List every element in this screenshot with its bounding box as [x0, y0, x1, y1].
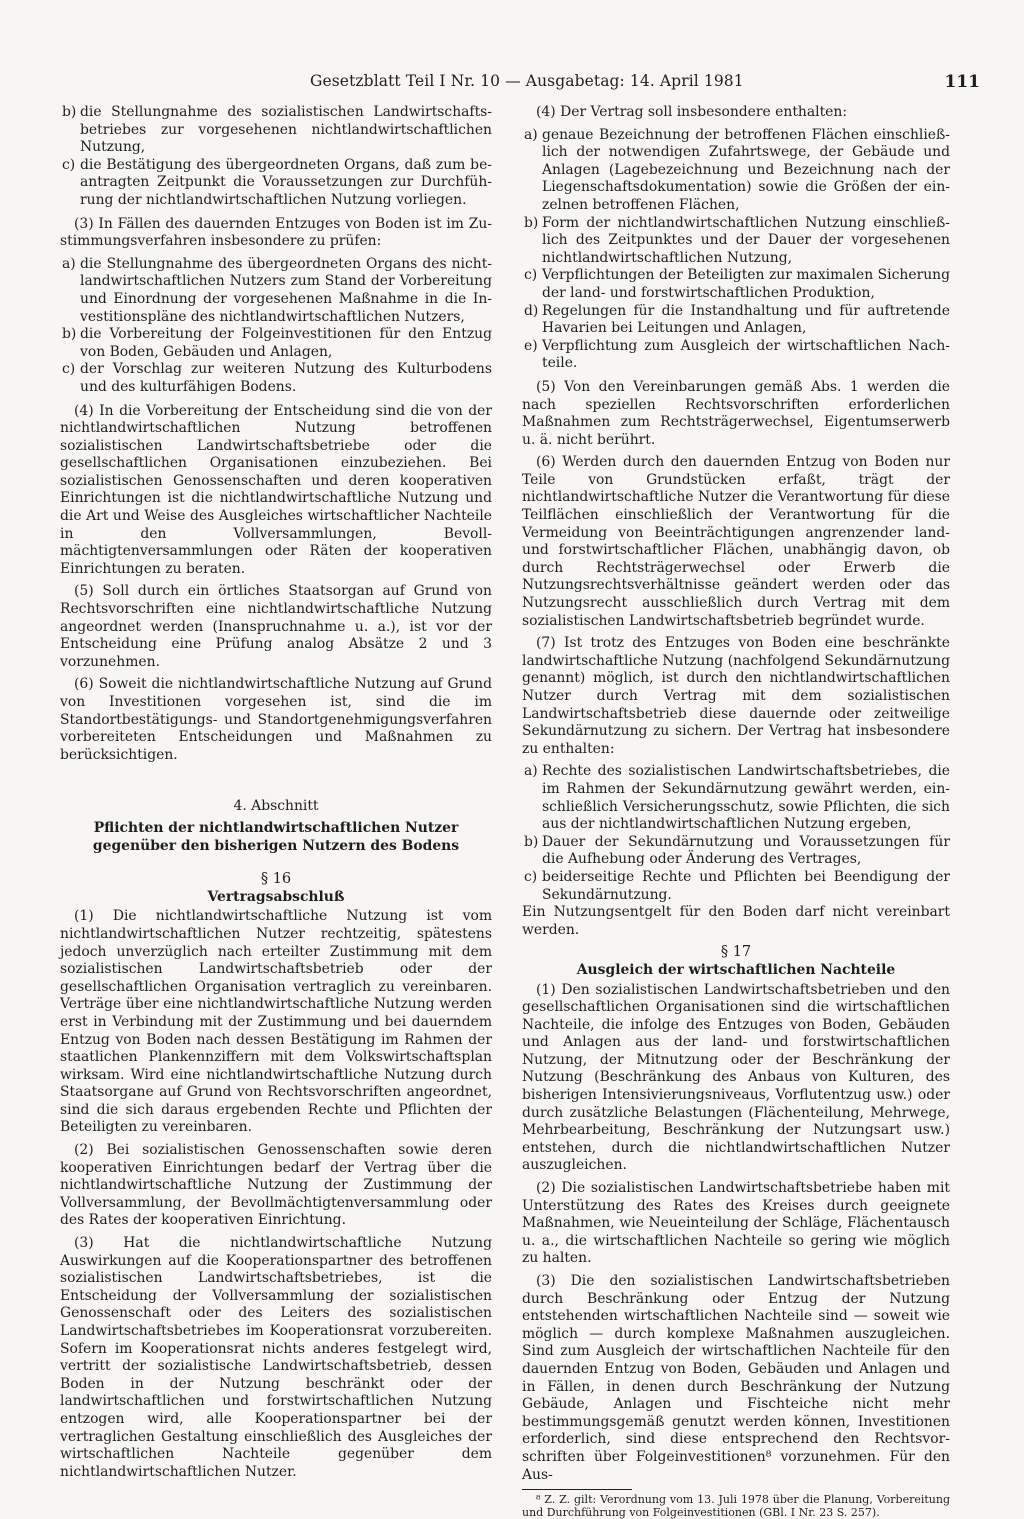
list-marker: b) [62, 326, 77, 343]
paragraph-7-intro: (7) Ist trotz des Entzuges von Boden eine beschränkte landwirtschaftliche Nutzung (nachfolgend Sekundärnutzung genannt) möglich, ist durch den nichtlandwirtschaftlichen Nutzer durch Vertrag mit dem sozialistischen Landwirtschaftsbetrieb diese dauernde oder zeitweilige Sekundärnutzung zu sichern. Der Vertrag hat insbesondere zu enthalten: [522, 635, 950, 757]
paragraph-6: (6) Werden durch den dauernden Entzug von Boden nur Teile von Grundstücken erfaßt, trägt der nichtlandwirtschaftliche Nutzer die Verantwortung für diese Teilflächen einschließlich der Verantwortung für die Vermeidung von Beeinträchtigungen angrenzender land- und forstwirtschaftlicher Flächen, unabhängig davon, ob durch Rechtsträgerwechsel oder Erwerb die Nutzungsrechtsverhältnisse geändert werden oder das Nutzungsrecht ausschließlich durch Vertrag mit dem sozialistischen Landwirtschaftsbetrieb begründet wurde. [522, 454, 950, 629]
paragraph-5: (5) Von den Vereinbarungen gemäß Abs. 1 werden die nach speziellen Rechtsvorschriften erforderlichen Maßnahmen zum Rechtsträgerwechsel, Eigentumserwerb u. ä. nicht berührt. [522, 378, 950, 448]
running-title: Gesetzblatt Teil I Nr. 10 — Ausgabetag: 14. April 1981 [310, 72, 744, 90]
running-header [62, 72, 980, 96]
paragraph-number-17: § 17 [720, 944, 752, 961]
list-item [522, 215, 950, 268]
list-marker: c) [524, 267, 538, 284]
list-item [60, 256, 492, 326]
list-item-text: die Vorbereitung der Folgeinvestitionen für den Entzug von Boden, Gebäuden und Anlagen, [80, 326, 492, 360]
paragraph-number-16: § 16 [260, 871, 292, 888]
list-marker: c) [524, 868, 538, 885]
list-marker: c) [62, 361, 76, 378]
paragraph-title-16: Vertragsabschluß [207, 888, 345, 905]
list-item [60, 326, 492, 361]
paragraph-4: (4) In die Vorbereitung der Entscheidung sind die von der nichtlandwirtschaftlichen Nutzung betroffenen sozialistischen Landwirtschaftsbetriebe oder die gesellschaftlichen Organisationen einzubeziehen. Bei sozialistischen Genossenschaften und deren kooperativen Einrichtungen ist die nichtlandwirtschaftliche Nutzung und die Art und Weise des Ausgleiches wirtschaftlicher Nachteile in den Vollversammlungen, Bevollmächtigtenversammlungen oder Räten der kooperativen Einrichtungen zu beraten. [60, 402, 492, 577]
section-heading: 4. Abschnitt [233, 798, 319, 815]
list-marker: a) [62, 255, 76, 272]
paragraph-7-end: Ein Nutzungsentgelt für den Boden darf nicht vereinbart werden. [522, 904, 950, 938]
section-17-paragraph-1: (1) Den sozialistischen Landwirtschaftsbetrieben und den gesellschaftlichen Organisationen sind die wirtschaftlichen Nachteile, die infolge des Entzuges von Boden, Gebäuden und Anlagen aus der land- und forstwirtschaftlichen Nutzung, der Mitnutzung oder der Beschränkung der Nutzung (Beschränkung des Anbaus von Kulturen, des bisherigen Intensivierungsniveaus, Vorflutentzug usw.) oder durch zusätzliche Belastungen (Flächenteilung, Mehrwege, Mehrbearbeitung, Beschränkung der Nutzungsart usw.) entstehen, durch die nichtlandwirtschaftlichen Nutzer auszugleichen. [522, 981, 950, 1174]
list-marker: c) [62, 156, 76, 173]
left-column [60, 104, 492, 1480]
list-marker: e) [524, 337, 538, 354]
list-marker: b) [524, 833, 539, 850]
list-item-text: beiderseitige Rechte und Pflichten bei Beendigung der Sekundärnutzung. [542, 868, 950, 903]
list-item [522, 127, 950, 215]
paragraph-5: (5) Soll durch ein örtliches Staatsorgan auf Grund von Rechtsvorschriften eine nichtlandwirtschaftliche Nutzung angeordnet werden (Inanspruchnahme u. a.), ist vor der Entscheidung eine Prüfung analog Absätze 2 und 3 vorzunehmen. [60, 583, 492, 670]
list-item-text: Dauer der Sekundärnutzung und Voraussetzungen für die Aufhebung oder Änderung des Vertrages, [542, 833, 950, 868]
list-item [522, 869, 950, 904]
list-marker: a) [524, 763, 538, 780]
list-item [60, 157, 492, 210]
section-16-paragraph-3: (3) Hat die nichtlandwirtschaftliche Nutzung Auswirkungen auf die Kooperationspartner des betroffenen sozialistischen Landwirtschaftsbetriebes, ist die Entscheidung der Vollversammlung der sozialistischen Genossenschaft oder des Leiters des sozialistischen Landwirtschaftsbetriebes im Kooperationsrat vorzubereiten. Sofern im Kooperationsrat nichts anderes festgelegt wird, vertritt der sozialistische Landwirtschaftsbetrieb, dessen Boden in der Nutzung beschränkt oder der landwirtschaftlichen und forstwirtschaftlichen Nutzung entzogen wird, alle Kooperationspartner bei der vertraglichen Gestaltung einschließlich des Ausgleiches der wirtschaftlichen Nachteile gegenüber dem nichtlandwirtschaftlichen Nutzer. [60, 1235, 492, 1480]
list-item-text: Regelungen für die Instandhaltung und für auftretende Havarien bei Leitungen und Anlagen, [542, 302, 950, 337]
list-item-text: der Vorschlag zur weiteren Nutzung des Kulturbodens und des kulturfähigen Bodens. [80, 361, 492, 395]
list-item-text: Rechte des sozialistischen Landwirtschaftsbetriebes, die im Rahmen der Sekundärnutzung gewährt werden, einschließlich Versicherungsschutz, sowie Pflichten, die sich aus der nichtlandwirtschaftlichen Nutzung ergeben, [542, 763, 950, 833]
section-17-paragraph-2: (2) Die sozialistischen Landwirtschaftsbetriebe haben mit Unterstützung des Rates des Kreises durch geeignete Maßnahmen, wie Neueinteilung der Schläge, Flächentausch u. a., die wirtschaftlichen Nachteile so gering wie möglich zu halten. [522, 1180, 950, 1267]
list-item [522, 834, 950, 869]
section-title: Pflichten der nichtlandwirtschaftlichen Nutzer gegenüber den bisherigen Nutzern des Bodens [92, 819, 460, 854]
list-item [60, 361, 492, 396]
list-item [522, 338, 950, 373]
list-marker: a) [524, 126, 538, 143]
paragraph-3-intro: (3) In Fällen des dauernden Entzuges von Boden ist im Zustimmungsverfahren insbesondere zu prüfen: [60, 215, 492, 250]
paragraph-title-17: Ausgleich der wirtschaftlichen Nachteile [576, 961, 896, 978]
list-marker: b) [62, 104, 77, 120]
right-column [522, 104, 950, 1519]
list-item-text: Verpflichtung zum Ausgleich der wirtschaftlichen Nachteile. [542, 337, 950, 372]
list-item-text: die Stellungnahme des übergeordneten Organs des nichtlandwirtschaftlichen Nutzers zum Stand der Vorbereitung und Einordnung der vorgesehenen Maßnahme in die Investitionspläne des nichtlandwirtschaftlichen Nutzers, [80, 255, 492, 325]
list-item [522, 267, 950, 302]
list-item-text: genaue Bezeichnung der betroffenen Flächen einschließlich der notwendigen Zufahrtswege, der Gebäude und Anlagen (Lagebezeichnung und Bezeichnung nach der Liegenschaftsdokumentation) sowie die Größen der einzelnen betroffenen Flächen, [542, 126, 950, 213]
section-16-paragraph-1: (1) Die nichtlandwirtschaftliche Nutzung ist vom nichtlandwirtschaftlichen Nutzer rechtzeitig, spätestens jedoch unverzüglich nach erteilter Zustimmung mit dem sozialistischen Landwirtschaftsbetrieb oder der gesellschaftlichen Organisation vertraglich zu vereinbaren. Verträge über eine nichtlandwirtschaftliche Nutzung werden erst in Verbindung mit der Zustimmung und bei dauerndem Entzug von Boden nach dessen Bestätigung im Rahmen der staatlichen Plankennziffern mit dem Volkswirtschaftsplan wirksam. Wird eine nichtlandwirtschaftliche Nutzung durch Staatsorgane auf Grund von Rechtsvorschriften angeordnet, sind die sich daraus ergebenden Rechte und Pflichten der Beteiligten zu vereinbaren. [60, 908, 492, 1136]
list-item-text: die Bestätigung des übergeordneten Organs, daß zum beantragten Zeitpunkt die Voraussetzungen zur Durchführung der nichtlandwirtschaftlichen Nutzung vorliegen. [80, 156, 492, 208]
footnote-divider [522, 1489, 632, 1490]
footnote: ⁸ Z. Z. gilt: Verordnung vom 13. Juli 1978 über die Planung, Vorbereitung und Durchführung von Folgeinvestitionen (GBl. I Nr. 23 S. 257). [522, 1493, 950, 1519]
paragraph-4-intro: (4) Der Vertrag soll insbesondere enthalten: [536, 104, 848, 120]
list-item-text: die Stellungnahme des sozialistischen Landwirtschaftsbetriebes zur vorgesehenen nichtlandwirtschaftlichen Nutzung, [80, 104, 492, 156]
list-item [60, 104, 492, 157]
list-item-text: Verpflichtungen der Beteiligten zur maximalen Sicherung der land- und forstwirtschaftlichen Produktion, [542, 267, 950, 301]
paragraph-6: (6) Soweit die nichtlandwirtschaftliche Nutzung auf Grund von Investitionen vorgesehen ist, sind die im Standortbestätigungs- und Standortgenehmigungsverfahren vorbereiteten Entscheidungen und Maßnahmen zu berücksichtigen. [60, 676, 492, 763]
list-item [522, 763, 950, 833]
list-item [522, 303, 950, 338]
list-marker: d) [524, 302, 539, 319]
list-item-text: Form der nichtlandwirtschaftlichen Nutzung einschließlich des Zeitpunktes und der Dauer der vorgesehenen nichtlandwirtschaftlichen Nutzung, [542, 214, 950, 266]
page-number: 111 [944, 72, 980, 92]
list-marker: b) [524, 214, 539, 231]
section-17-paragraph-3: (3) Die den sozialistischen Landwirtschaftsbetrieben durch Beschränkung oder Entzug der Nutzung entstehenden wirtschaftlichen Nachteile sind — soweit wie möglich — durch komplexe Maßnahmen auszugleichen. Sind zum Ausgleich der wirtschaftlichen Nachteile für den dauernden Entzug von Boden, Gebäuden und Anlagen und in Fällen, in denen durch Beschränkung der Nutzung Gebäude, Anlagen und Fischteiche nicht mehr bestimmungsgemäß genutzt werden können, Investitionen erforderlich, sind diese entsprechend den Rechtsvorschriften über Folgeinvestitionen⁸ vorzunehmen. Für den Aus- [522, 1273, 950, 1483]
section-16-paragraph-2: (2) Bei sozialistischen Genossenschaften sowie deren kooperativen Einrichtungen bedarf der Vertrag über die nichtlandwirtschaftliche Nutzung der Zustimmung der Vollversammlung, der Bevollmächtigtenversammlung oder des Rates der kooperativen Einrichtung. [60, 1142, 492, 1229]
